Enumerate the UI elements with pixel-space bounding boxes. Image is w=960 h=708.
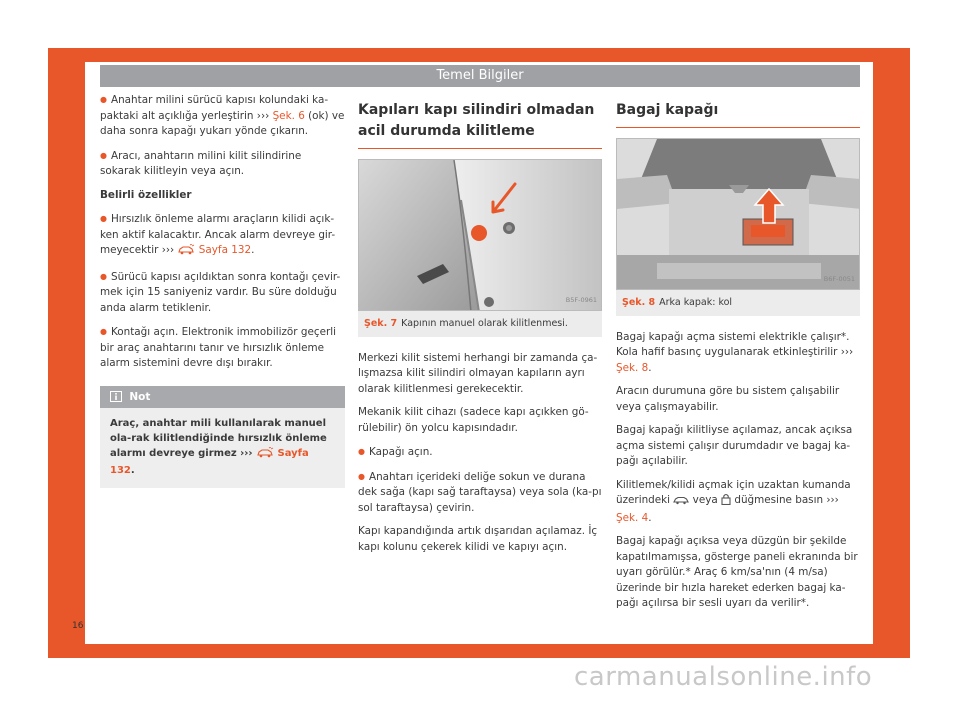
info-icon — [110, 388, 122, 410]
bullet-alarm-active: ● Hırsızlık önleme alarmı araçların kilidi açık-ken aktif kalacaktır. Ancak alarm devreye gir-meyecektir ››› Sayfa 132. — [100, 211, 345, 261]
column-left — [100, 92, 345, 488]
figure-link[interactable]: Şek. 6 — [272, 109, 305, 122]
paragraph-central-lock: Merkezi kilit sistemi herhangi bir zamanda ça-lışmazsa kilit silindiri olmayan kapıların ayrı olarak kilitlenmesi gerekecektir. — [358, 351, 598, 395]
paragraph-locked-tailgate: Bagaj kapağı kilitliyse açılamaz, ancak açıksa açma sistemi çalışır durumdadır ve bagaj ka-pağı açılabilir. — [616, 424, 853, 467]
section-header: Temel Bilgiler — [100, 65, 860, 87]
paragraph-vehicle-state: Aracın durumuna göre bu sistem çalışabilir veya çalışmayabilir. — [616, 385, 840, 413]
page-link[interactable]: Sayfa 132 — [198, 244, 252, 256]
paragraph-electric-opening: Bagaj kapağı açma sistemi elektrikle çalışır*. Kola hafif basınç uygulanarak etkinleştirilir ››› Şek. 8. — [616, 330, 854, 374]
figure-tailgate — [616, 138, 860, 290]
column-middle — [358, 92, 602, 563]
note-box — [100, 386, 345, 488]
paragraph-door-closed: Kapı kapandığında artık dışarıdan açılamaz. İç kapı kolunu çekerek kilidi ve kapıyı açın. — [358, 525, 598, 553]
column-right — [616, 92, 860, 620]
bullet-immobilizer: ● Kontağı açın. Elektronik immobilizör geçerli bir araç anahtarını tanır ve hırsızlık önleme alarm sistemini devre dışı bırakır. — [100, 324, 345, 372]
tailgate-illustration — [617, 139, 860, 290]
page-number: 16 — [72, 621, 84, 631]
subheading-features: Belirli özellikler — [100, 188, 192, 201]
note-header: Not — [100, 386, 345, 408]
lock-icon — [721, 493, 731, 511]
heading-tailgate: Bagaj kapağı — [616, 100, 860, 128]
bullet-15-seconds: ● Sürücü kapısı açıldıktan sonra kontağı çevir-mek için 15 saniyeniz vardır. Bu süre dolduğu anda alarm tetiklenir. — [100, 269, 345, 317]
heading-emergency-locking: Kapıları kapı silindiri olmadan acil durumda kilitleme — [358, 100, 602, 149]
unlock-car-icon — [673, 495, 689, 511]
alarm-car-icon — [177, 244, 195, 261]
bullet-lock-unlock: ● Aracı, anahtarın milini kilit silindirine sokarak kilitleyin veya açın. — [100, 148, 345, 180]
figure-door-lock — [358, 159, 602, 311]
paragraph-mechanical-device: Mekanik kilit cihazı (sadece kapı açıkken gö-rülebilir) ön yolcu kapısındadır. — [358, 406, 589, 434]
alarm-car-icon — [256, 447, 274, 463]
figure-code: B6F-0051 — [823, 274, 855, 283]
figure-link[interactable]: Şek. 4 — [616, 511, 649, 524]
note-text: Araç, anahtar mili kullanılarak manuel ola-rak kilitlendiğinde hırsızlık önleme alarmı devreye girmez ››› Sayfa 132. — [110, 417, 327, 476]
watermark: carmanualsonline.info — [574, 662, 873, 692]
figure-link[interactable]: Şek. 8 — [616, 361, 649, 374]
figure-caption: Şek. 7 Kapının manuel olarak kilitlenmesi. — [358, 311, 602, 337]
figure-caption: Şek. 8 Arka kapak: kol — [616, 290, 860, 316]
bullet-open-cap: ● Kapağı açın. — [358, 444, 602, 461]
paragraph-warning: Bagaj kapağı açıksa veya düzgün bir şekilde kapatılmamışsa, gösterge paneli ekranında bir uyarı görülür.* Araç 6 km/sa'nın (4 m/sa) üzerinde bir hızla hareket ederken bagaj ka-pağı açılırsa bir sesli uyarı da verilir*. — [616, 535, 858, 609]
paragraph-remote-control: Kilitlemek/kilidi açmak için uzaktan kumanda üzerindeki veya düğmesine basın ››› Şek. 4. — [616, 478, 851, 524]
door-lock-illustration — [359, 160, 602, 311]
bullet-turn-key: ● Anahtarı içerideki deliğe sokun ve durana dek sağa (kapı sağ taraftaysa) veya sola (ka-pı sol taraftaysa) çevirin. — [358, 469, 602, 517]
bullet-remove-cap: ● Anahtar milini sürücü kapısı kolundaki ka-paktaki alt açıklığa yerleştirin ››› Şek. 6 (ok) ve daha sonra kapağı yukarı yönde çıkarın. — [100, 92, 345, 140]
figure-code: B5F-0961 — [565, 295, 597, 304]
page-link[interactable]: Sayfa 132 — [110, 447, 309, 476]
